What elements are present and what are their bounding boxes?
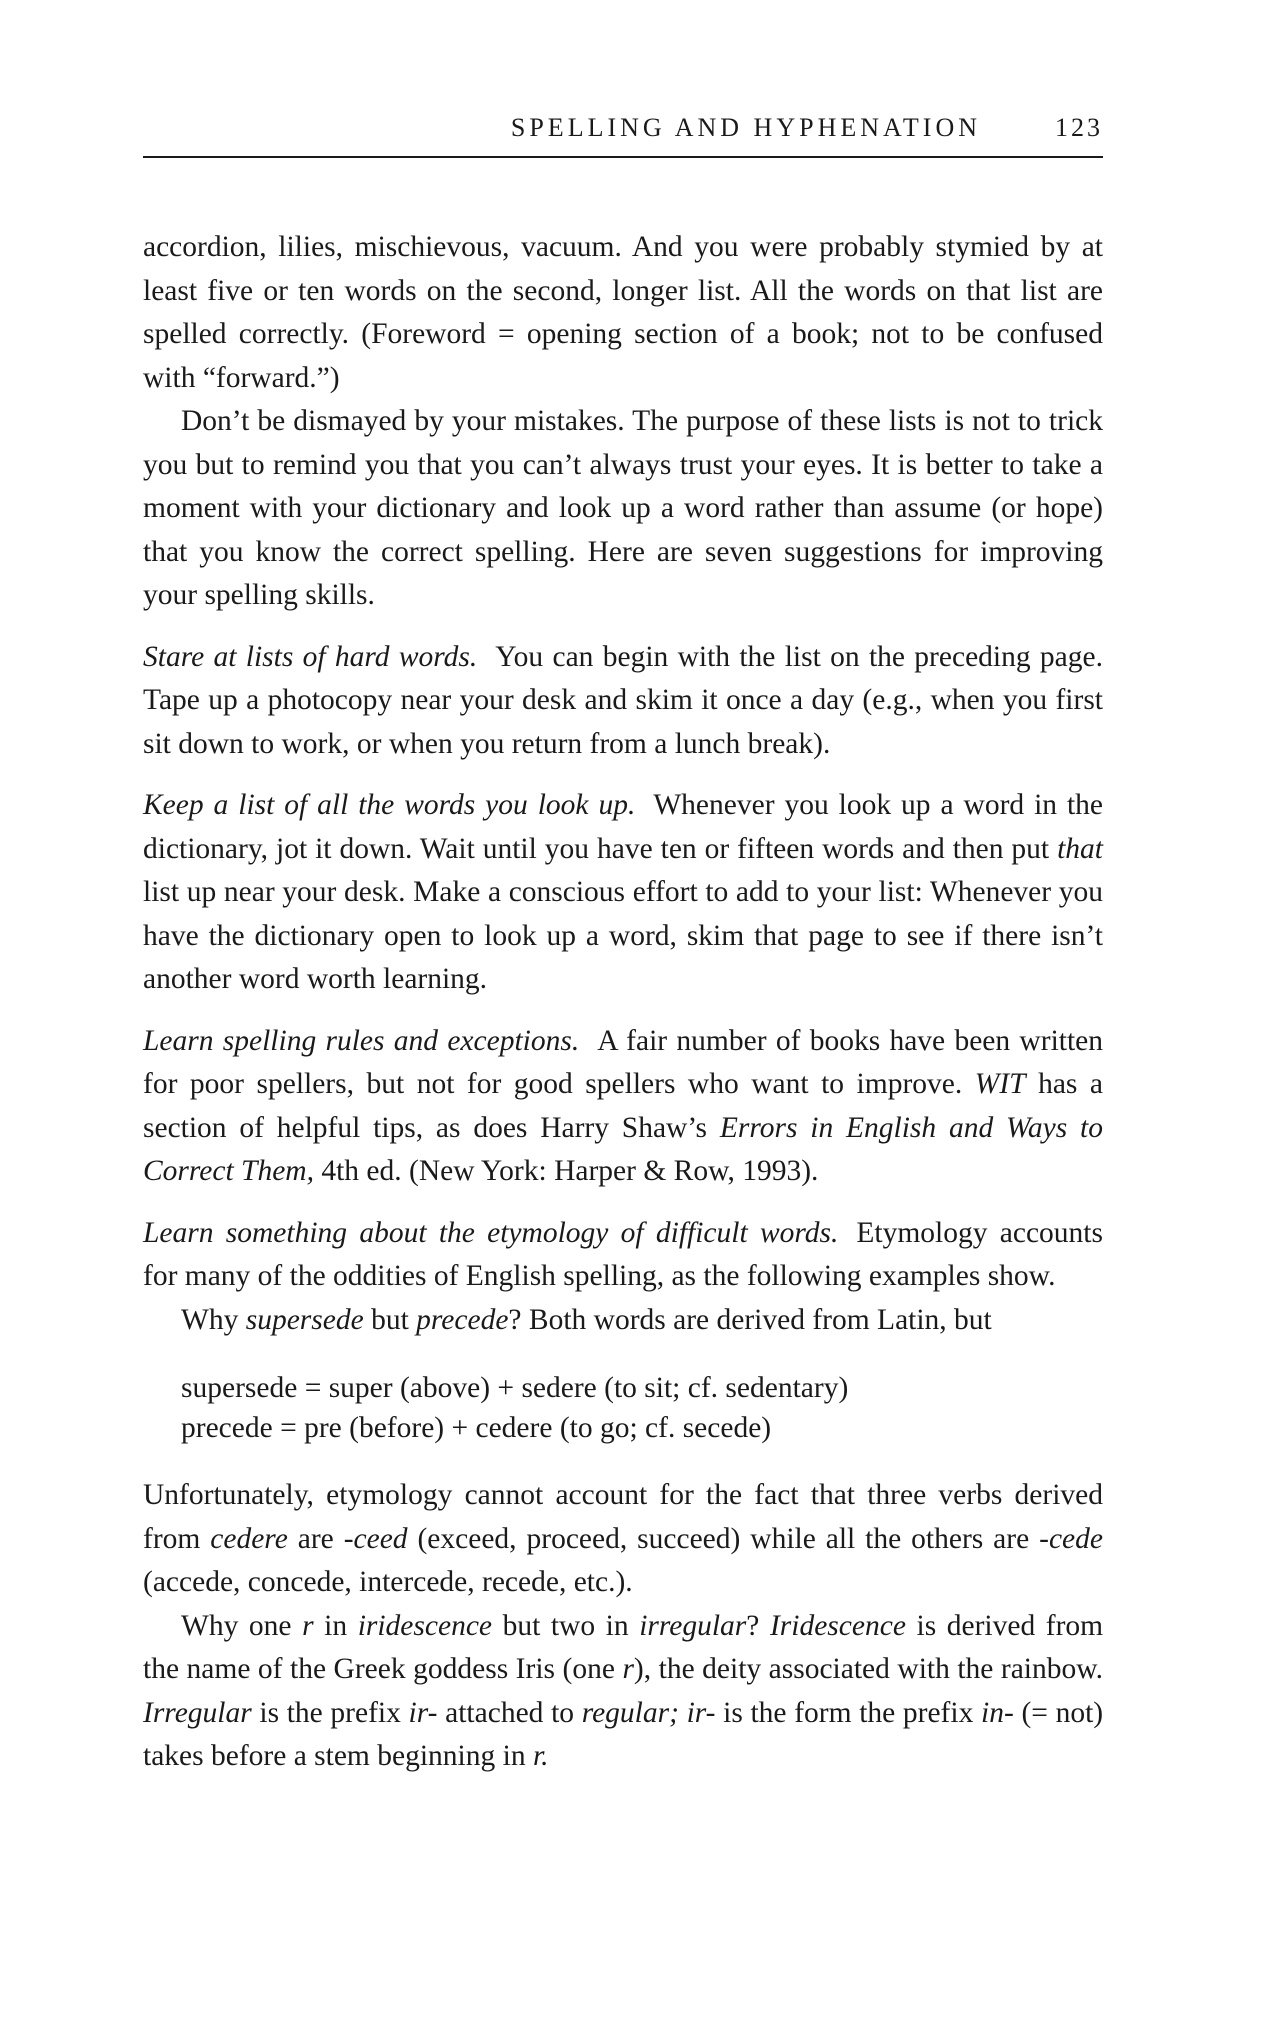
paragraph-continuation: accordion, lilies, mischievous, vacuum. And you were probably stymied by at least five or ten words on the second, longer list. All the words on that list are spelled correctly. (Foreword = opening section of a book; not to be confused with “forward.”)	[143, 231, 1103, 394]
tip-heading: Stare at lists of hard words.	[143, 640, 478, 673]
formula-supersede: supersede = super (above) + sedere (to sit; cf. sedentary)	[181, 1372, 849, 1404]
tip-heading: Learn spelling rules and exceptions.	[143, 1024, 580, 1057]
tip-stare-at-lists: Stare at lists of hard words. You can begin with the list on the preceding page. Tape up a photocopy near your desk and skim it once a day (e.g., when you first sit down to work, or when you return from a lunch break).	[143, 640, 1103, 760]
paragraph-mistakes: Don’t be dismayed by your mistakes. The purpose of these lists is not to trick you but to remind you that you can’t always trust your eyes. It is better to take a moment with your dictionary and look up a word rather than assume (or hope) that you know the correct spelling. Here are seven suggestions for improving your spelling skills.	[143, 405, 1103, 611]
tip-heading: Keep a list of all the words you look up.	[143, 789, 636, 821]
page-body	[143, 226, 1103, 1779]
tip-heading: Learn something about the etymology of difficult words.	[143, 1216, 839, 1249]
tip-learn-etymology: Learn something about the etymology of difficult words. Etymology accounts for many of the oddities of English spelling, as the following examples show.	[143, 1216, 1103, 1292]
paragraph-why-supersede: Why supersede but precede? Both words are derived from Latin, but	[181, 1303, 992, 1336]
page-number: 123	[1055, 113, 1103, 142]
running-title: SPELLING AND HYPHENATION	[510, 113, 981, 142]
running-head	[143, 110, 1103, 158]
paragraph-unfortunately: Unfortunately, etymology cannot account for the fact that three verbs derived from cedere are -ceed (exceed, proceed, succeed) while all the others are -cede (accede, concede, intercede, recede, etc.).	[143, 1479, 1103, 1598]
etymology-formulas	[181, 1368, 1103, 1448]
tip-learn-spelling-rules: Learn spelling rules and exceptions. A fair number of books have been written for poor spellers, but not for good spellers who want to improve. WIT has a section of helpful tips, as does Harry Shaw’s Errors in English and Ways to Correct Them, 4th ed. (New York: Harper & Row, 1993).	[143, 1024, 1104, 1187]
paragraph-why-iridescence: Why one r in iridescence but two in irregular? Iridescence is derived from the name of the Greek goddess Iris (one r), the deity associated with the rainbow. Irregular is the prefix ir- attached to regular; ir- is the form the prefix in- (= not) takes before a stem beginning in r.	[143, 1609, 1104, 1772]
tip-keep-a-list: Keep a list of all the words you look up. Whenever you look up a word in the dictionary, jot it down. Wait until you have ten or fifteen words and then put that list up near your desk. Make a conscious effort to add to your list: Whenever you have the dictionary open to look up a word, skim that page to see if there isn’t another word worth learning.	[143, 789, 1104, 995]
formula-precede: precede = pre (before) + cedere (to go; cf. secede)	[181, 1412, 772, 1444]
